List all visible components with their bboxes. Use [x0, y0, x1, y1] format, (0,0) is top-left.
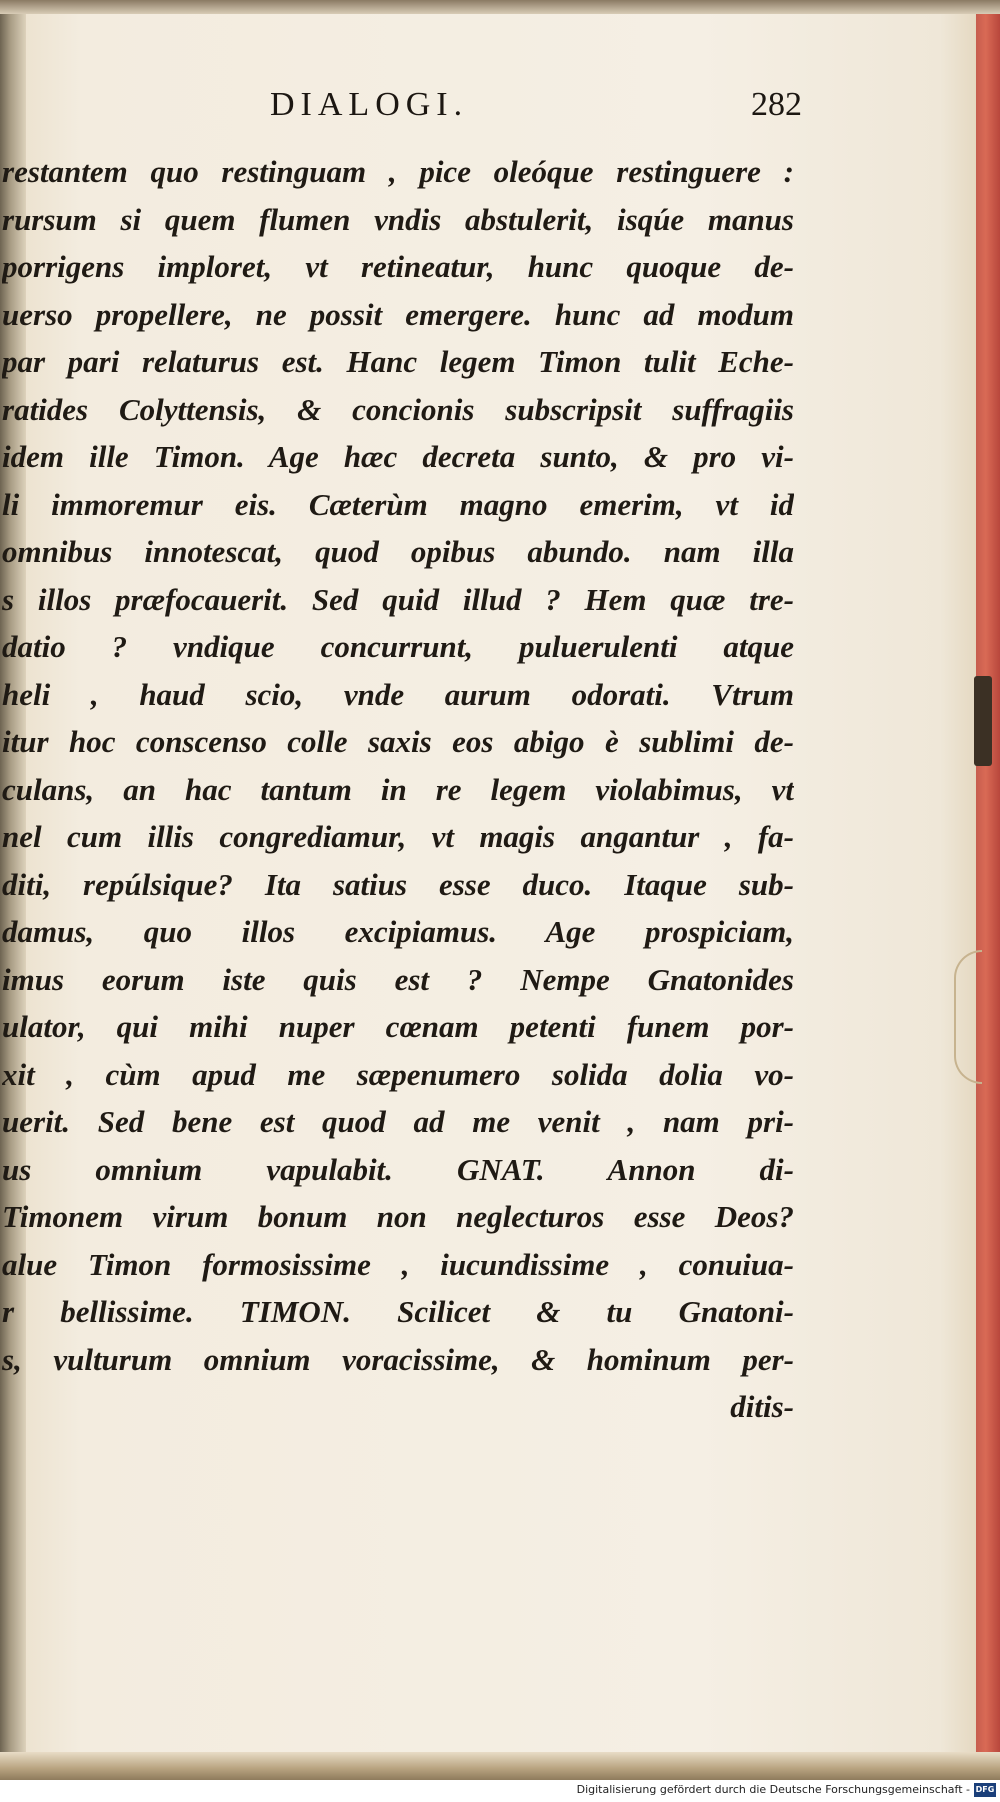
text-line: heli , haud scio, vnde aurum odorati. Vtrum — [2, 676, 794, 712]
text-line: datio ? vndique concurrunt, puluerulenti atque — [2, 629, 794, 664]
text-line: us omnium vapulabit. GNAT. Annon di- — [2, 1151, 794, 1187]
footer-bar — [0, 1780, 1000, 1802]
text-line: ratides Colyttensis, & concionis subscripsit suffragiis — [2, 391, 794, 427]
bottom-shadow — [0, 1752, 1000, 1780]
text-line: s, vulturum omnium voracissime, & hominum per- — [2, 1341, 794, 1377]
funding-credit: Digitalisierung gefördert durch die Deutsche Forschungsgemeinschaft - — [576, 1783, 970, 1796]
page-number: 282 — [751, 86, 802, 123]
text-line: restantem quo restinguam , pice oleóque restinguere : — [2, 154, 794, 189]
text-line: imus eorum iste quis est ? Nempe Gnatonides — [2, 961, 794, 997]
dfg-logo: DFG — [974, 1783, 996, 1797]
text-line: diti, repúlsique? Ita satius esse duco. Itaque sub- — [2, 866, 794, 902]
text-block — [2, 148, 794, 1431]
text-line: omnibus innotescat, quod opibus abundo. nam illa — [2, 534, 794, 569]
text-line: Timonem virum bonum non neglecturos esse Deos? — [2, 1199, 794, 1234]
text-line: itur hoc conscenso colle saxis eos abigo è sublimi de- — [2, 724, 794, 759]
text-line: porrigens imploret, vt retineatur, hunc quoque de- — [2, 249, 794, 284]
running-head: DIALOGI. — [270, 86, 469, 123]
text-line: idem ille Timon. Age hæc decreta sunto, & pro vi- — [2, 439, 794, 474]
text-line: xit , cùm apud me sæpenumero solida dolia vo- — [2, 1056, 794, 1092]
text-line: uerso propellere, ne possit emergere. hunc ad modum — [2, 296, 794, 332]
text-line: par pari relaturus est. Hanc legem Timon tulit Eche- — [2, 344, 794, 379]
text-line: li immoremur eis. Cæterùm magno emerim, vt id — [2, 486, 794, 522]
text-line: ulator, qui mihi nuper cœnam petenti funem por- — [2, 1009, 794, 1044]
text-line: uerit. Sed bene est quod ad me venit , nam pri- — [2, 1104, 794, 1139]
text-line: rursum si quem flumen vndis abstulerit, isqúe manus — [2, 201, 794, 237]
catchword: ditis- — [730, 1389, 794, 1424]
text-line: r bellissime. TIMON. Scilicet & tu Gnatoni- — [2, 1294, 794, 1329]
text-line: culans, an hac tantum in re legem violabimus, vt — [2, 771, 794, 807]
text-line: alue Timon formosissime , iucundissime , conuiua- — [2, 1246, 794, 1282]
text-line: s illos præfocauerit. Sed quid illud ? Hem quæ tre- — [2, 581, 794, 617]
page-header — [270, 86, 802, 136]
red-page-edge — [976, 14, 1000, 1752]
text-line: nel cum illis congrediamur, vt magis angantur , fa- — [2, 819, 794, 854]
clip-mark — [974, 676, 992, 766]
text-line: damus, quo illos excipiamus. Age prospiciam, — [2, 914, 794, 949]
